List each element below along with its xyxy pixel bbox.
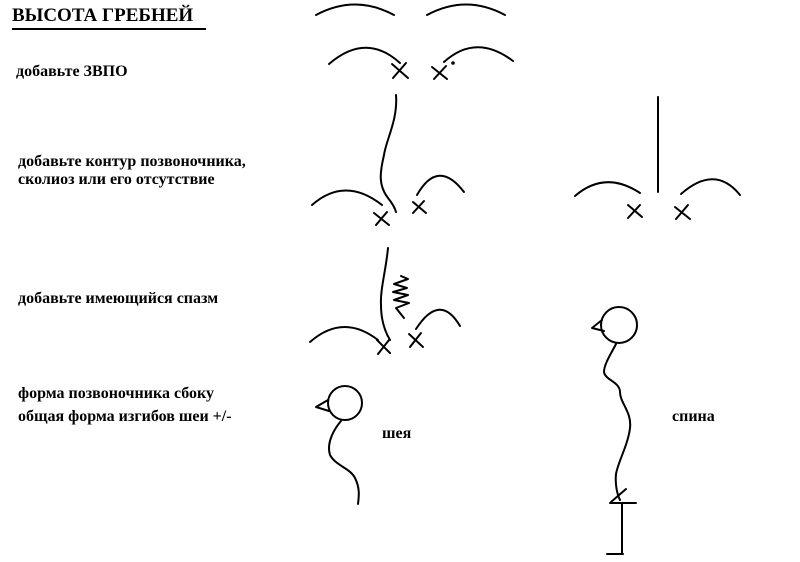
crest-heights-figure bbox=[316, 5, 513, 80]
mark-left bbox=[628, 205, 642, 218]
mark-right bbox=[675, 205, 690, 219]
crest-arc-left bbox=[310, 327, 378, 342]
label-add-contour-line2: сколиоз или его отсутствие bbox=[18, 171, 215, 188]
label-back: спина bbox=[672, 408, 715, 425]
mark-left bbox=[374, 212, 389, 225]
neck-spine-curve bbox=[329, 421, 359, 504]
label-side-shape-line1: форма позвоночника сбоку bbox=[18, 385, 215, 402]
crest-arc-right bbox=[444, 47, 513, 62]
crest-arc-left bbox=[575, 182, 640, 196]
back-spine-curve bbox=[604, 344, 630, 500]
page-title: ВЫСОТА ГРЕБНЕЙ bbox=[12, 5, 194, 26]
label-side-shape-line2: общая форма изгибов шеи +/- bbox=[18, 408, 232, 425]
head-circle bbox=[601, 307, 637, 343]
nose-beak bbox=[316, 400, 329, 411]
label-neck: шея bbox=[382, 425, 412, 442]
pelvis-tick bbox=[611, 489, 626, 502]
spasm-figure bbox=[310, 248, 460, 354]
spine-curve bbox=[381, 248, 390, 340]
crest-arc-top-right bbox=[427, 5, 505, 16]
zvpo-mark-left bbox=[392, 63, 408, 78]
crest-arc-left bbox=[312, 191, 382, 206]
mark-right bbox=[409, 333, 423, 347]
zvpo-mark-right bbox=[432, 66, 447, 79]
back-side-figure bbox=[592, 307, 637, 554]
crest-arc-left bbox=[329, 48, 400, 64]
crest-arc-right bbox=[681, 179, 740, 195]
head-circle bbox=[328, 386, 362, 420]
crest-arc-right bbox=[416, 310, 460, 329]
crest-arc-right bbox=[417, 176, 464, 195]
spine-contour-straight-figure bbox=[575, 97, 740, 219]
spine-contour-scoliosis-figure bbox=[312, 95, 464, 225]
neck-side-figure bbox=[316, 386, 362, 504]
zvpo-dot bbox=[452, 62, 454, 64]
label-add-contour-line1: добавьте контур позвоночника, bbox=[18, 153, 246, 170]
mark-right bbox=[413, 201, 426, 213]
label-add-zvpo: добавьте ЗВПО bbox=[16, 63, 128, 80]
mark-left bbox=[377, 340, 390, 354]
spine-curve bbox=[381, 95, 397, 212]
crest-arc-top-left bbox=[316, 5, 394, 16]
label-add-spasm: добавьте имеющийся спазм bbox=[18, 290, 219, 307]
spasm-zigzag bbox=[393, 276, 409, 318]
